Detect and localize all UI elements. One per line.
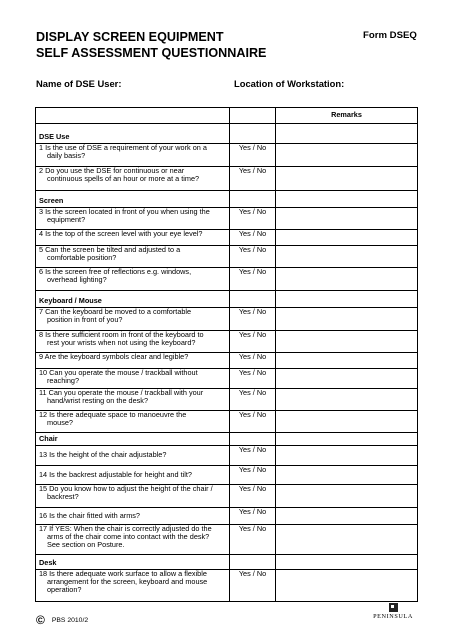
- remarks-cell[interactable]: [276, 230, 418, 246]
- question-text: 7 Can the keyboard be moved to a comfortable position in front of you?: [36, 308, 230, 331]
- question-text: 2 Do you use the DSE for continuous or near continuous spells of an hour or more at a time?: [36, 167, 230, 191]
- question-text: 10 Can you operate the mouse / trackball without reaching?: [36, 369, 230, 389]
- section-title: DSE Use: [36, 124, 230, 144]
- answer-yes-no[interactable]: Yes / No: [230, 167, 276, 191]
- answer-yes-no[interactable]: Yes / No: [230, 144, 276, 167]
- footer: [36, 614, 88, 626]
- remarks-cell[interactable]: [276, 411, 418, 433]
- remarks-cell[interactable]: [276, 485, 418, 508]
- section-row-desk: [36, 555, 418, 570]
- page-title: [36, 29, 266, 61]
- question-text: 8 Is there sufficient room in front of the keyboard to rest your wrists when not using the keyboard?: [36, 331, 230, 353]
- section-row-keyboard-mouse: [36, 291, 418, 308]
- remarks-cell[interactable]: [276, 308, 418, 331]
- answer-yes-no[interactable]: Yes / No: [230, 525, 276, 555]
- question-text: 4 Is the top of the screen level with your eye level?: [36, 230, 230, 246]
- title-line-1: DISPLAY SCREEN EQUIPMENT: [36, 30, 224, 44]
- question-row-9: [36, 353, 418, 369]
- question-row-14: [36, 466, 418, 485]
- remarks-cell[interactable]: [276, 369, 418, 389]
- logo-text: PENINSULA: [373, 613, 413, 620]
- question-text: 6 Is the screen free of reflections e.g. windows, overhead lighting?: [36, 268, 230, 291]
- question-row-8: [36, 331, 418, 353]
- question-row-4: [36, 230, 418, 246]
- answer-yes-no[interactable]: Yes / No: [230, 389, 276, 411]
- question-row-18: [36, 570, 418, 602]
- question-text: 1 Is the use of DSE a requirement of your work on a daily basis?: [36, 144, 230, 167]
- section-title: Chair: [36, 433, 230, 446]
- answer-yes-no[interactable]: Yes / No: [230, 485, 276, 508]
- answer-yes-no[interactable]: Yes / No: [230, 369, 276, 389]
- remarks-cell[interactable]: [276, 353, 418, 369]
- question-text: 18 Is there adequate work surface to allow a flexible arrangement for the screen, keyboard and mouse operation?: [36, 570, 230, 602]
- question-row-10: [36, 369, 418, 389]
- question-row-5: [36, 246, 418, 268]
- question-row-3: [36, 208, 418, 230]
- answer-yes-no[interactable]: Yes / No: [230, 246, 276, 268]
- answer-yes-no[interactable]: Yes / No: [230, 570, 276, 602]
- dse-user-label: Name of DSE User:: [36, 78, 122, 89]
- section-row-dse-use: [36, 124, 418, 144]
- remarks-header: Remarks: [276, 108, 418, 124]
- form-code: Form DSEQ: [363, 30, 417, 41]
- question-row-6: [36, 268, 418, 291]
- question-text: 16 Is the chair fitted with arms?: [36, 508, 230, 525]
- question-row-16: [36, 508, 418, 525]
- logo-mark-icon: [389, 603, 398, 612]
- remarks-cell[interactable]: [276, 466, 418, 485]
- question-row-7: [36, 308, 418, 331]
- questionnaire-table: [35, 107, 418, 602]
- remarks-cell[interactable]: [276, 446, 418, 466]
- section-row-chair: [36, 433, 418, 446]
- workstation-location-label: Location of Workstation:: [234, 78, 345, 89]
- document-code: PBS 2010/2: [51, 616, 89, 624]
- question-text: 3 Is the screen located in front of you when using the equipment?: [36, 208, 230, 230]
- question-text: 9 Are the keyboard symbols clear and legible?: [36, 353, 230, 369]
- answer-yes-no[interactable]: Yes / No: [230, 308, 276, 331]
- question-text: 14 Is the backrest adjustable for height and tilt?: [36, 466, 230, 485]
- answer-yes-no[interactable]: Yes / No: [230, 466, 276, 485]
- question-text: 15 Do you know how to adjust the height of the chair / backrest?: [36, 485, 230, 508]
- answer-yes-no[interactable]: Yes / No: [230, 411, 276, 433]
- copyright-icon: ©: [36, 613, 45, 627]
- question-row-13: [36, 446, 418, 466]
- question-text: 17 If YES: When the chair is correctly adjusted do the arms of the chair come into contact with the desk? See section on Posture.: [36, 525, 230, 555]
- remarks-cell[interactable]: [276, 144, 418, 167]
- answer-yes-no[interactable]: Yes / No: [230, 208, 276, 230]
- question-row-2: [36, 167, 418, 191]
- question-row-12: [36, 411, 418, 433]
- remarks-cell[interactable]: [276, 525, 418, 555]
- question-row-11: [36, 389, 418, 411]
- remarks-cell[interactable]: [276, 331, 418, 353]
- section-title: Desk: [36, 555, 230, 570]
- remarks-cell[interactable]: [276, 389, 418, 411]
- question-text: 13 Is the height of the chair adjustable?: [36, 446, 230, 466]
- answer-yes-no[interactable]: Yes / No: [230, 353, 276, 369]
- question-row-17: [36, 525, 418, 555]
- question-row-15: [36, 485, 418, 508]
- title-line-2: SELF ASSESSMENT QUESTIONNAIRE: [36, 46, 267, 60]
- remarks-cell[interactable]: [276, 268, 418, 291]
- question-text: 12 Is there adequate space to manoeuvre the mouse?: [36, 411, 230, 433]
- remarks-cell[interactable]: [276, 570, 418, 602]
- remarks-cell[interactable]: [276, 167, 418, 191]
- header-cell-question: [36, 108, 230, 124]
- section-row-screen: [36, 191, 418, 208]
- answer-yes-no[interactable]: Yes / No: [230, 508, 276, 525]
- peninsula-logo: [369, 603, 417, 620]
- remarks-cell[interactable]: [276, 508, 418, 525]
- header-cell-answer: [230, 108, 276, 124]
- remarks-cell[interactable]: [276, 246, 418, 268]
- answer-yes-no[interactable]: Yes / No: [230, 331, 276, 353]
- answer-yes-no[interactable]: Yes / No: [230, 230, 276, 246]
- question-text: 11 Can you operate the mouse / trackball with your hand/wrist resting on the desk?: [36, 389, 230, 411]
- remarks-cell[interactable]: [276, 208, 418, 230]
- section-title: Screen: [36, 191, 230, 208]
- question-text: 5 Can the screen be tilted and adjusted to a comfortable position?: [36, 246, 230, 268]
- answer-yes-no[interactable]: Yes / No: [230, 446, 276, 466]
- answer-yes-no[interactable]: Yes / No: [230, 268, 276, 291]
- section-title: Keyboard / Mouse: [36, 291, 230, 308]
- question-row-1: [36, 144, 418, 167]
- table-header-row: [36, 108, 418, 124]
